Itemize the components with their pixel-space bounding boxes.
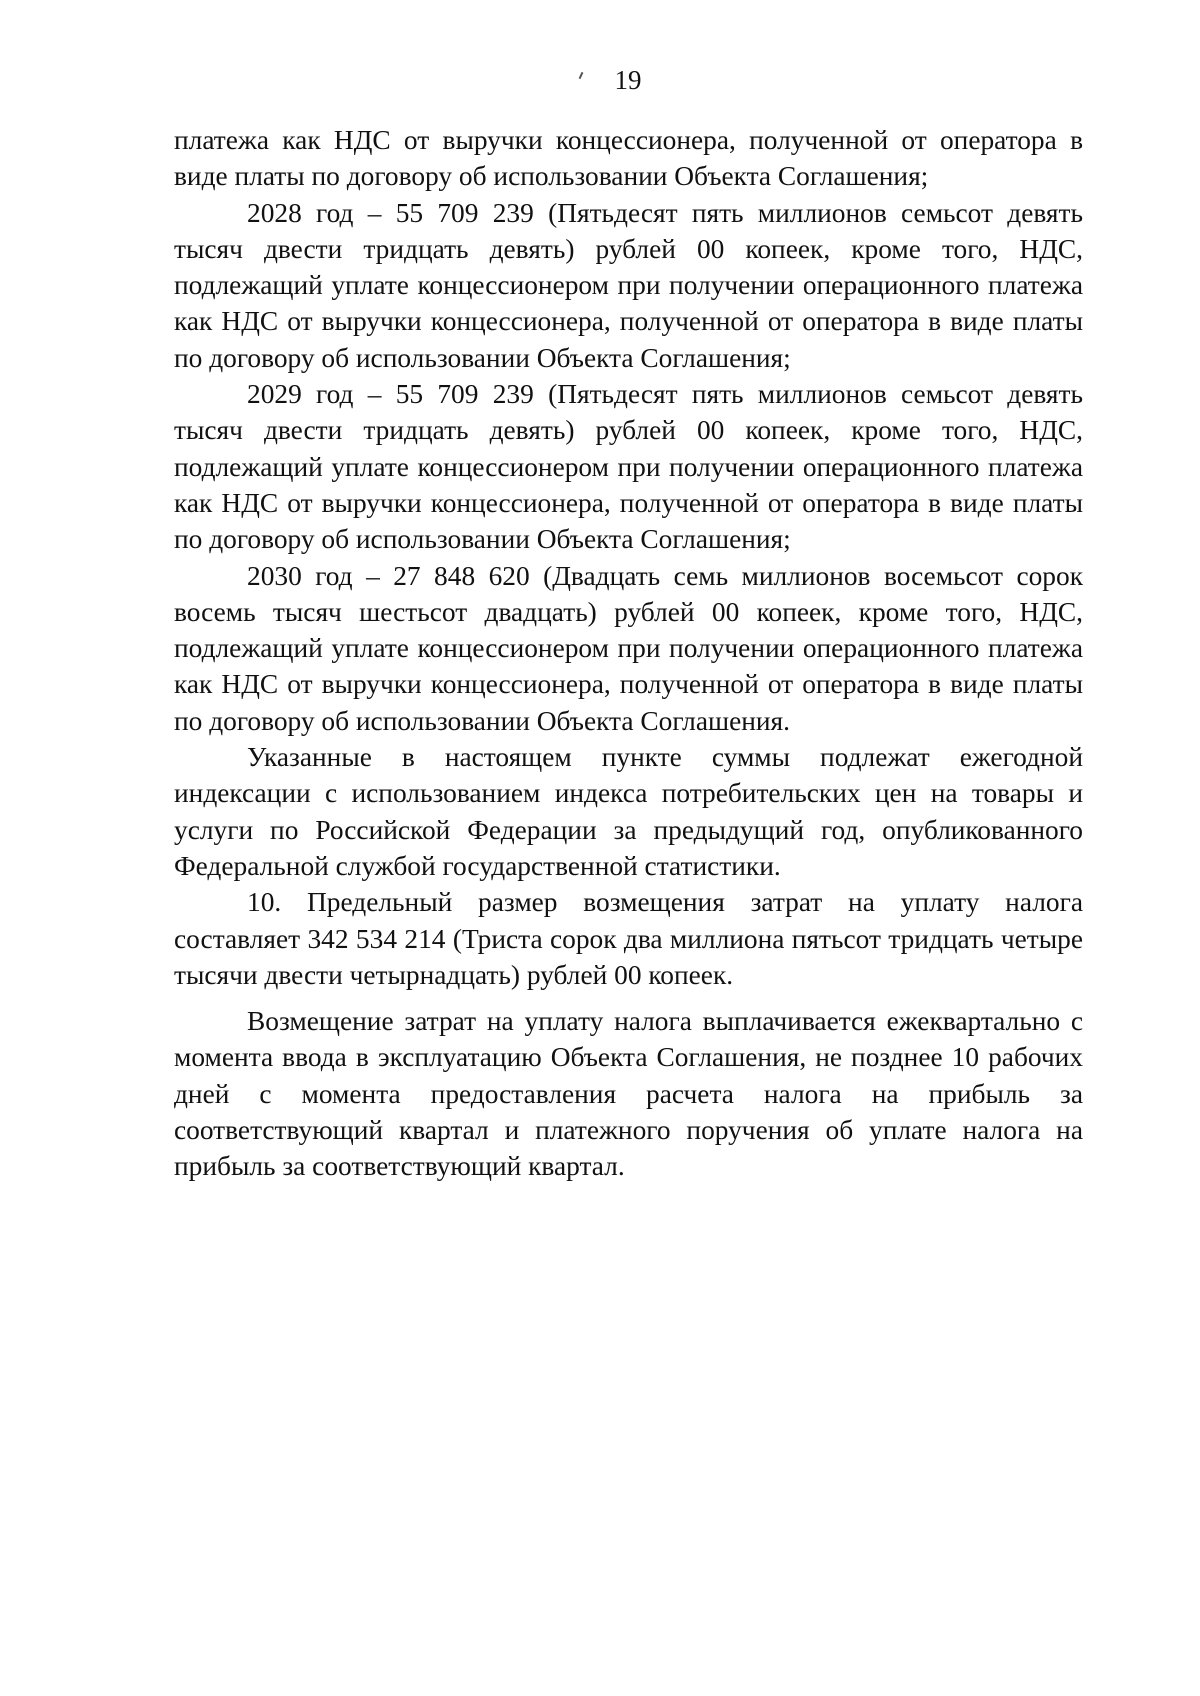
paragraph-2029: 2029 год – 55 709 239 (Пятьдесят пять миллионов семьсот девять тысяч двести тридцать девять) рублей 00 копеек, кроме того, НДС, подлежащий уплате концессионером при получении операционного платежа как НДС от выручки концессионера, полученной от оператора в виде платы по договору об использовании Объекта Соглашения;	[174, 379, 1083, 555]
paragraph-indexation: Указанные в настоящем пункте суммы подлежат ежегодной индексации с использованием индекса потребительских цен на товары и услуги по Российской Федерации за предыдущий год, опубликованного Федеральной службой государственной статистики.	[174, 742, 1083, 881]
paragraph-item-10: 10. Предельный размер возмещения затрат на уплату налога составляет 342 534 214 (Триста сорок два миллиона пятьсот тридцать четыре тысячи двести четырнадцать) рублей 00 копеек.	[174, 887, 1083, 990]
paragraph-reimbursement: Возмещение затрат на уплату налога выплачивается ежеквартально с момента ввода в эксплуатацию Объекта Соглашения, не позднее 10 рабочих дней с момента предоставления расчета налога на прибыль за соответствующий квартал и платежного поручения об уплате налога на прибыль за соответствующий квартал.	[174, 1006, 1083, 1182]
paragraph-2030: 2030 год – 27 848 620 (Двадцать семь миллионов восемьсот сорок восемь тысяч шестьсот двадцать) рублей 00 копеек, кроме того, НДС, подлежащий уплате концессионером при получении операционного платежа как НДС от выручки концессионера, полученной от оператора в виде платы по договору об использовании Объекта Соглашения.	[174, 560, 1083, 736]
page-number: 19	[614, 65, 642, 95]
paragraph-2028: 2028 год – 55 709 239 (Пятьдесят пять миллионов семьсот девять тысяч двести тридцать девять) рублей 00 копеек, кроме того, НДС, подлежащий уплате концессионером при получении операционного платежа как НДС от выручки концессионера, полученной от оператора в виде платы по договору об использовании Объекта Соглашения;	[174, 197, 1083, 373]
document-body	[174, 122, 1083, 1185]
paragraph-continuation: платежа как НДС от выручки концессионера, полученной от оператора в виде платы по договору об использовании Объекта Соглашения;	[174, 125, 1083, 192]
